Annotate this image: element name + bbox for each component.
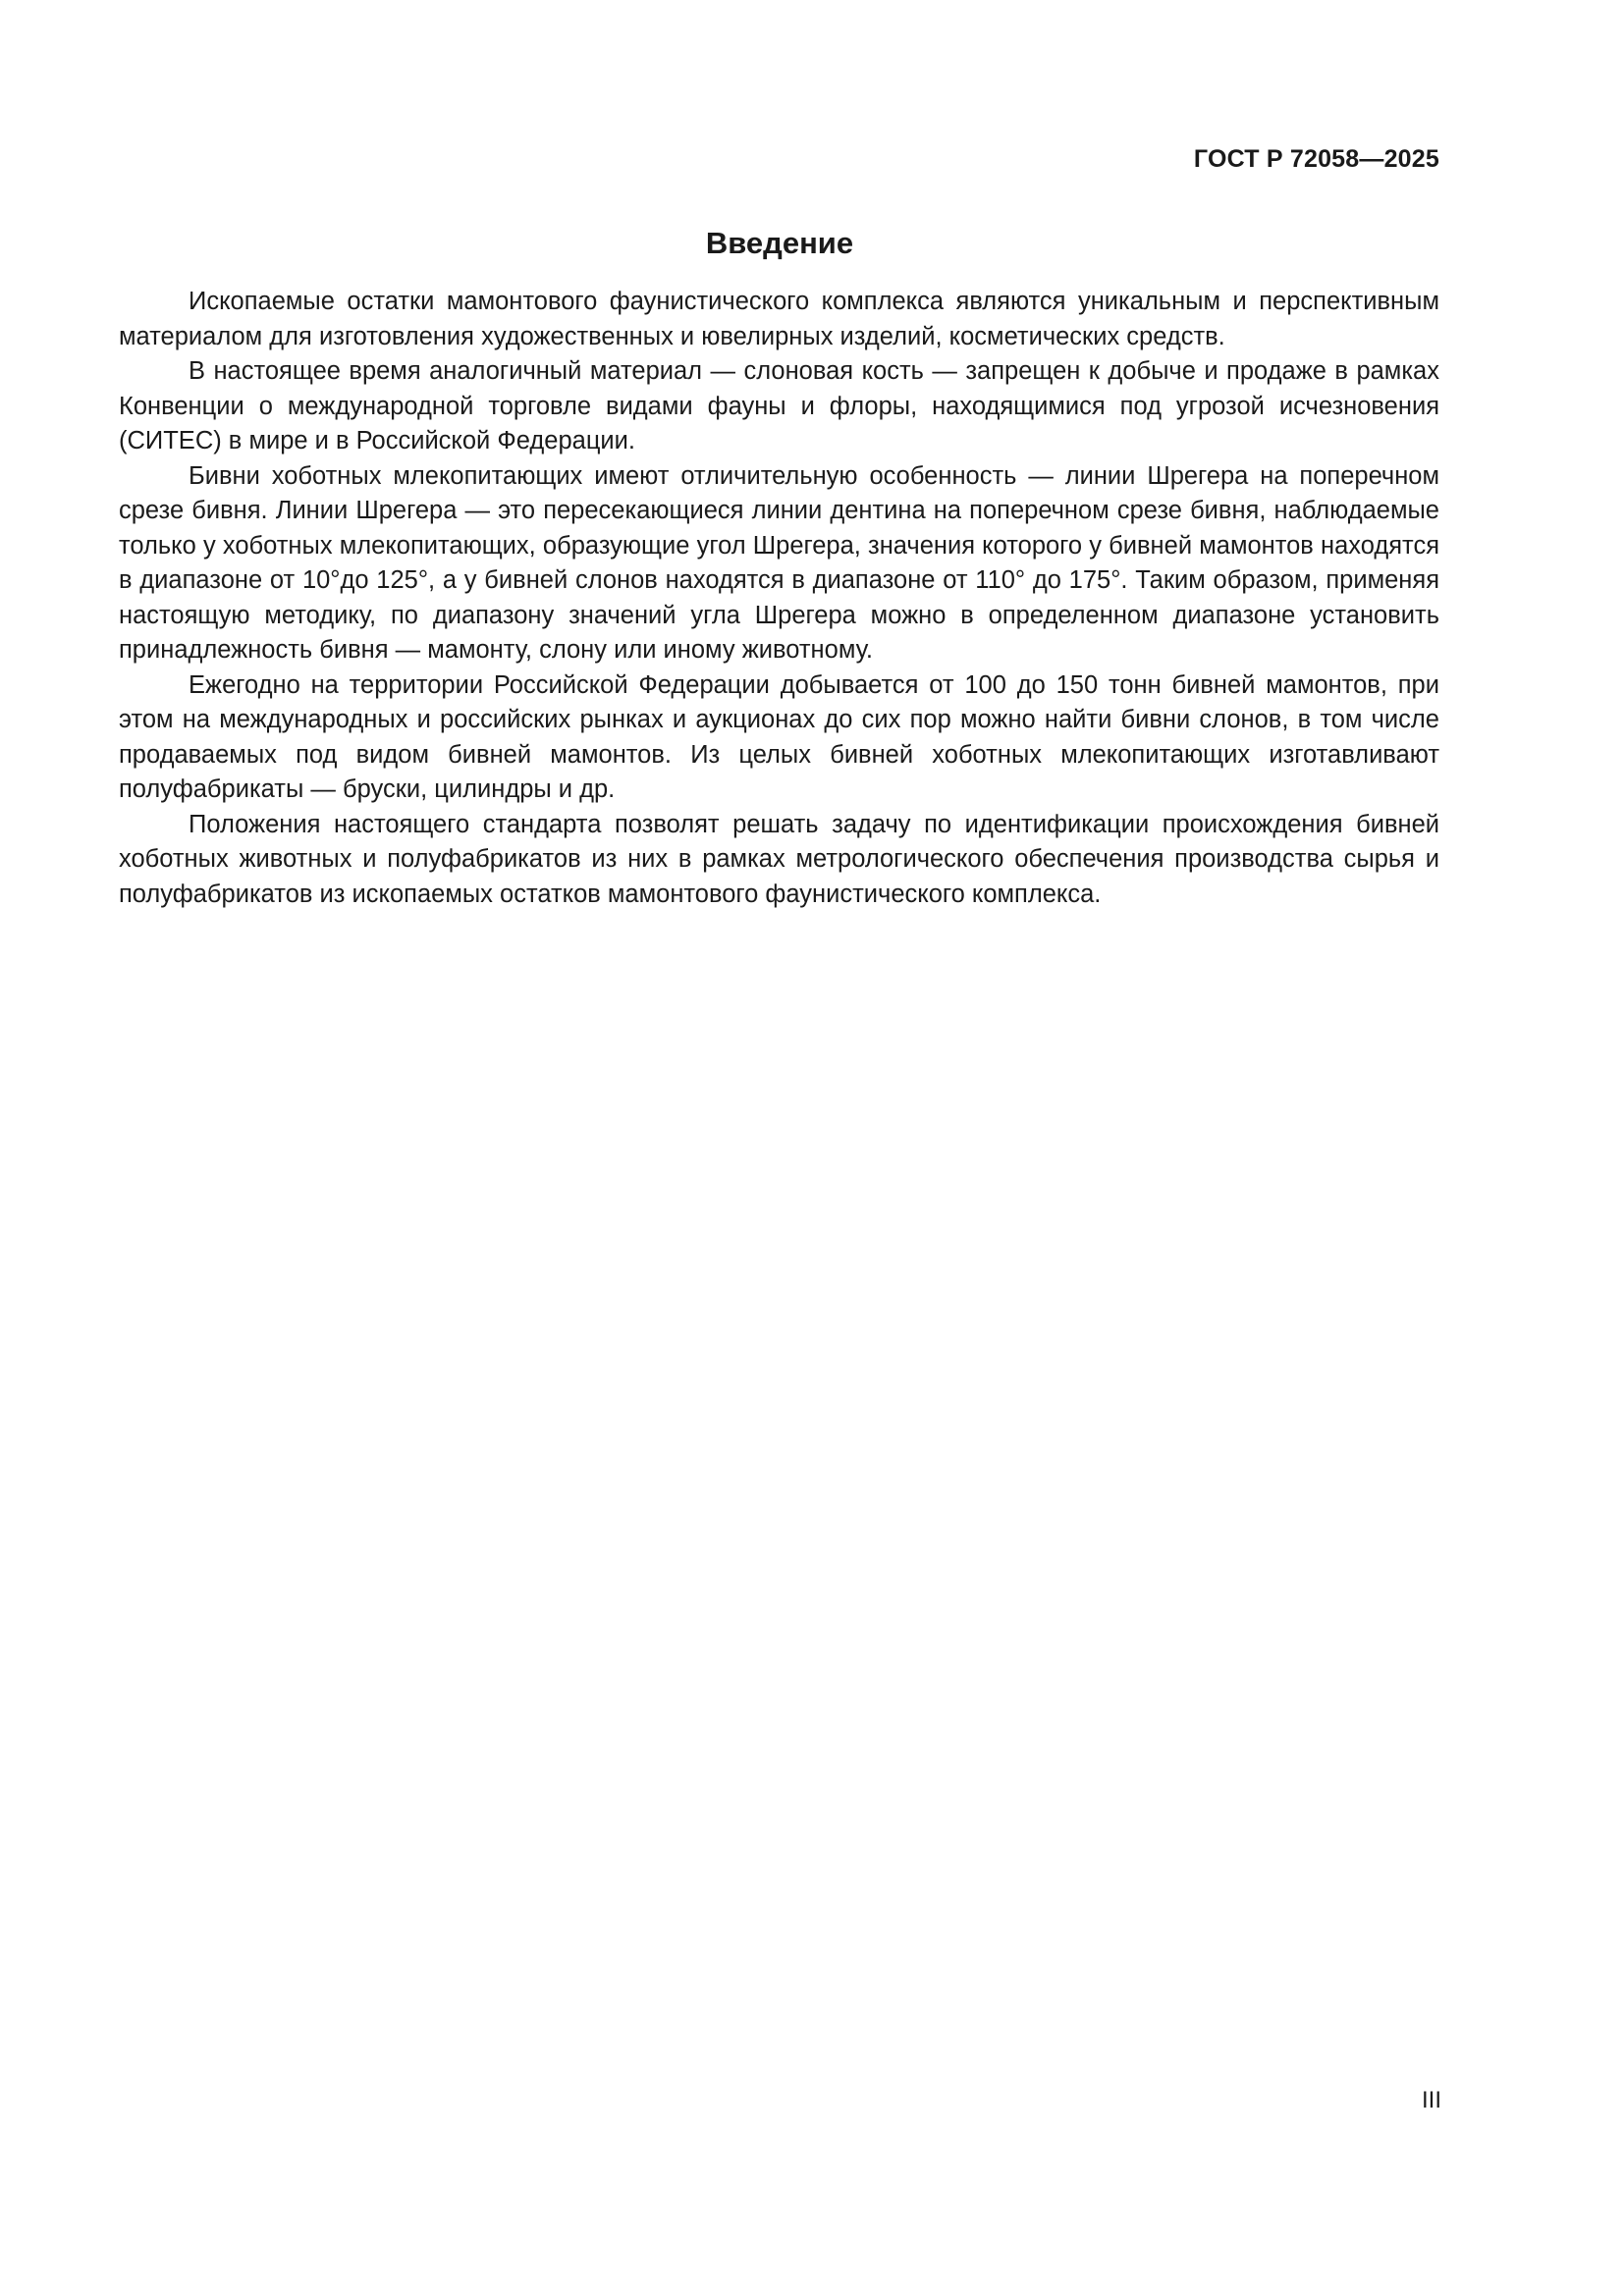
paragraph: Ежегодно на территории Российской Федерации добывается от 100 до 150 тонн бивней мамонтов, при этом на международных и российских рынках и аукционах до сих пор можно найти бивни слонов, в том числе продаваемых под видом бивней мамонтов. Из целых бивней хоботных млекопитающих изготавливают полуфабрикаты — бруски, цилиндры и др. (119, 670, 1439, 803)
paragraph: В настоящее время аналогичный материал — слоновая кость — запрещен к добыче и продаже в рамках Конвенции о международной торговле видами фауны и флоры, находящимися под угрозой исчезновения (СИТЕС) в мире и в Российской Федерации. (119, 357, 1439, 454)
paragraph: Положения настоящего стандарта позволят решать задачу по идентификации происхождения бивней хоботных животных и полуфабрикатов из них в рамках метрологического обеспечения производства сырья и полуфабрикатов из ископаемых остатков мамонтового фаунистического комплекса. (119, 810, 1439, 908)
page-number: III (1421, 2087, 1441, 2113)
section-title: Введение (705, 226, 854, 260)
document-code: ГОСТ Р 72058—2025 (1193, 145, 1439, 173)
section-body (119, 285, 1439, 912)
paragraph: Бивни хоботных млекопитающих имеют отличительную особенность — линии Шрегера на поперечном срезе бивня. Линии Шрегера — это пересекающиеся линии дентина на поперечном срезе бивня, наблюдаемые только у хоботных млекопитающих, образующие угол Шрегера, значения которого у бивней мамонтов находятся в диапазоне от 10°до 125°, а у бивней слонов находятся в диапазоне от 110° до 175°. Таким образом, применяя настоящую методику, по диапазону значений угла Шрегера можно в определенном диапазоне установить принадлежность бивня — мамонту, слону или иному животному. (119, 461, 1439, 664)
paragraph: Ископаемые остатки мамонтового фаунистического комплекса являются уникальным и перспективным материалом для изготовления художественных и ювелирных изделий, косметических средств. (119, 288, 1439, 350)
